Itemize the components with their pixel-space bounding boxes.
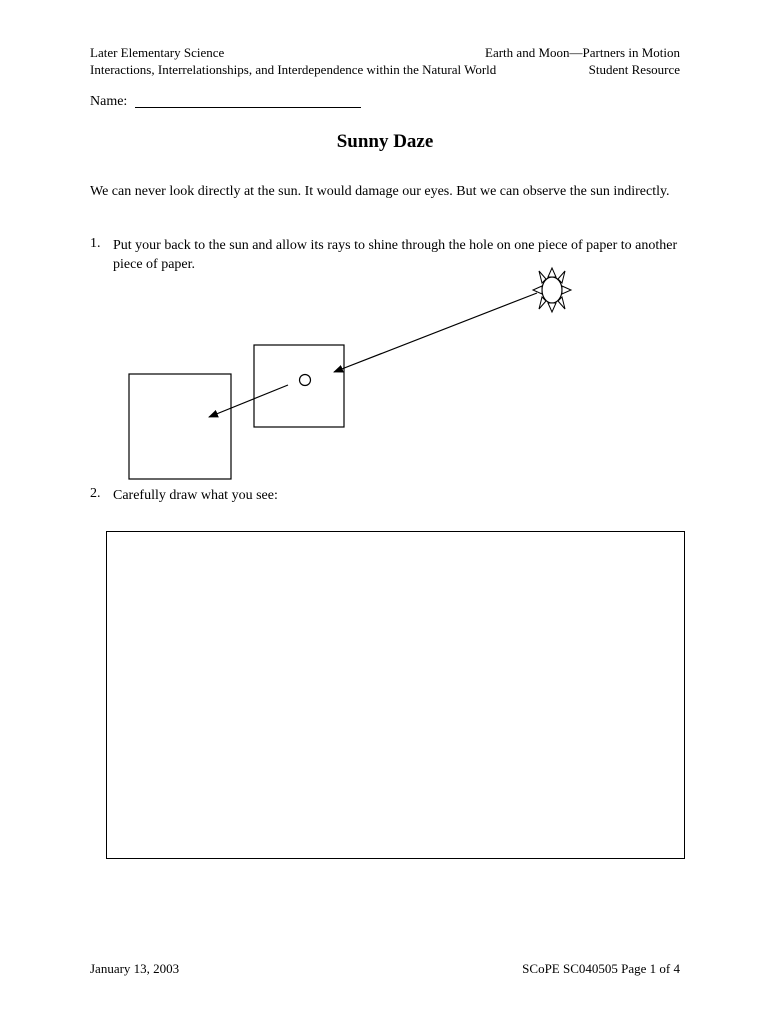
step-1-text: Put your back to the sun and allow its rays to shine through the hole on one piece of paper to another piece of paper. (113, 238, 678, 272)
hole-icon (300, 375, 311, 386)
header-resource-type: Student Resource (588, 62, 680, 77)
screen-paper (129, 374, 231, 479)
pinhole-paper (254, 345, 344, 427)
step-2-text: Carefully draw what you see: (113, 488, 278, 503)
page-title: Sunny Daze (336, 131, 434, 152)
header-unit-title: Earth and Moon—Partners in Motion (485, 45, 680, 60)
step-2-number: 2. (90, 486, 101, 501)
name-label: Name: (90, 94, 128, 109)
drawing-area[interactable] (106, 531, 685, 859)
sun-ray-arrow (334, 293, 537, 372)
header-course: Later Elementary Science (90, 45, 225, 60)
sun-icon (533, 268, 571, 312)
header-strand: Interactions, Interrelationships, and Interdependence within the Natural World (90, 62, 497, 77)
intro-paragraph: We can never look directly at the sun. It would damage our eyes. But we can observe the sun indirectly. (90, 184, 670, 199)
footer-date: January 13, 2003 (90, 961, 180, 976)
step-1-number: 1. (90, 236, 101, 251)
footer-page-info: SCoPE SC040505 Page 1 of 4 (522, 961, 680, 976)
